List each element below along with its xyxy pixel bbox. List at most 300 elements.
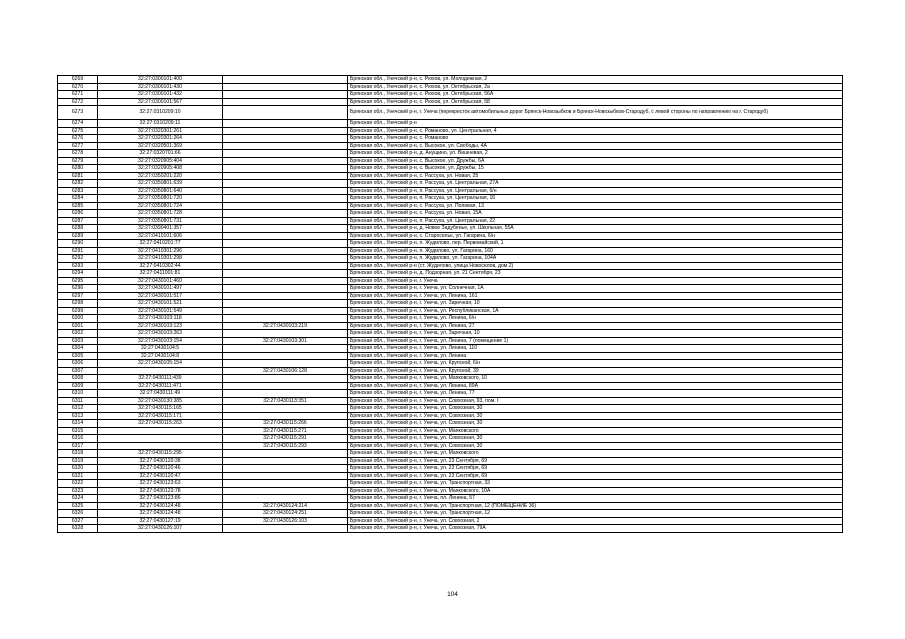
cell-cadastral-number-2 [223,142,348,150]
cell-address: Брянская обл., Унечский р-н, г. Унеча, ул. Совхозная, 93, пом. I [348,397,843,405]
table-row [58,427,843,435]
cell-record-number: 6285 [58,202,98,210]
table-row [58,98,843,106]
cell-cadastral-number: 32:27:0430124:48 [98,510,223,518]
cell-address: Брянская обл., Унечский р-н, с. Рюхов, ул. Октябрьская, 56А [348,91,843,99]
cell-address: Брянская обл., Унечский р-н, с. Высокое, ул. Дружбы, 6А [348,157,843,165]
cell-address: Брянская обл., Унечский р-н, с. Рюхов, ул. Молодежная, 2 [348,76,843,84]
cell-cadastral-number-2 [223,270,348,278]
cell-record-number: 6298 [58,300,98,308]
cell-record-number: 6305 [58,352,98,360]
cell-cadastral-number-2 [223,465,348,473]
cell-record-number: 6320 [58,465,98,473]
cell-cadastral-number: 32:27:0320301:264 [98,135,223,143]
cell-cadastral-number-2: 32:27:0430124:214 [223,502,348,510]
cell-cadastral-number-2 [223,390,348,398]
cell-record-number: 6308 [58,375,98,383]
cell-address: Брянская обл., Унечский р-н, г. Унеча, ул. 23 Сентября, 69 [348,457,843,465]
cell-cadastral-number: 32:27:0430101:460 [98,277,223,285]
cell-record-number: 6317 [58,442,98,450]
cell-record-number: 6312 [58,405,98,413]
table-row [58,76,843,84]
cell-cadastral-number-2: 32:27:0430106:128 [223,367,348,375]
table-row [58,217,843,225]
cell-record-number: 6326 [58,510,98,518]
cell-cadastral-number-2 [223,360,348,368]
table-row [58,435,843,443]
cell-record-number: 6318 [58,450,98,458]
cell-record-number: 6301 [58,322,98,330]
cell-record-number: 6313 [58,412,98,420]
table-row [58,210,843,218]
table-row [58,412,843,420]
cell-address: Брянская обл., Унечский р-н, г. Унеча, ул. Ленина, 7 (помещение 1) [348,337,843,345]
table-row [58,180,843,188]
cell-address: Брянская обл., Унечский р-н, г. Унеча, ул. Ленина, 161 [348,292,843,300]
cell-cadastral-number: 32:27:0411001:81 [98,270,223,278]
cell-cadastral-number: 32:27:0430103:154 [98,337,223,345]
table-row [58,300,843,308]
cell-cadastral-number: 32:27:0350201:220 [98,172,223,180]
cell-address: Брянская обл., Унечский р-н, г. Унеча, ул. Маяковского, 10А [348,487,843,495]
table-row [58,367,843,375]
cell-address: Брянская обл., Унечский р-н, г. Унеча, ул. Ленина, 89А [348,382,843,390]
cell-cadastral-number: 32:27:0310209:11 [98,120,223,128]
cell-cadastral-number-2 [223,217,348,225]
cell-cadastral-number-2: 32:27:0430103:219 [223,322,348,330]
cell-cadastral-number: 32:27:0320701:66 [98,150,223,158]
cell-record-number: 6290 [58,240,98,248]
cell-address: Брянская обл., Унечский р-н, г. Унеча, ул. Заречная, 10 [348,330,843,338]
cell-cadastral-number: 32:27:0430123:86 [98,495,223,503]
cell-address: Брянская обл., Унечский р-н, д. Анущино, ул. Вишневая, 2 [348,150,843,158]
table-row [58,270,843,278]
cell-cadastral-number-2 [223,240,348,248]
cell-record-number: 6325 [58,502,98,510]
cell-address: Брянская обл., Унечский р-н (ст. Жудилово, улица Новоселов, дом 2) [348,262,843,270]
cell-record-number: 6287 [58,217,98,225]
cell-address: Брянская обл., Унечский р-н, г. Унеча, ул. Солнечная, 1А [348,285,843,293]
cell-cadastral-number: 32:27:0430101:517 [98,292,223,300]
cell-address: Брянская обл., Унечский р-н, п. Жудилово, пер. Первомайский, 1 [348,240,843,248]
cell-cadastral-number: 32:27:0410301:298 [98,255,223,263]
cell-cadastral-number: 32:27:0430103:263 [98,330,223,338]
cell-cadastral-number: 32:27:0430126:107 [98,525,223,533]
cell-cadastral-number: 32:27:0430111:49 [98,390,223,398]
cell-record-number: 6291 [58,247,98,255]
cell-address: Брянская обл., Унечский р-н, г. Унеча, ул. Транспортная, 12 [348,510,843,518]
cell-record-number: 6281 [58,172,98,180]
cell-cadastral-number-2 [223,180,348,188]
cell-address: Брянская обл., Унечский р-н, с. Высокое, ул. Свободы, 4А [348,142,843,150]
table-row [58,91,843,99]
table-row [58,165,843,173]
table-row [58,315,843,323]
cell-cadastral-number: 32:27:0430120:46 [98,465,223,473]
cell-address: Брянская обл., Унечский р-н, г. Унеча, ул. 23 Сентября, 69 [348,465,843,473]
cell-address: Брянская обл., Унечский р-н, г. Унеча [348,277,843,285]
table-row [58,106,843,120]
cell-cadastral-number: 32:27:0350801:640 [98,187,223,195]
cell-address: Брянская обл., Унечский р-н, г. Унеча, ул. Ленина, 110 [348,345,843,353]
cell-cadastral-number: 32:27:0430101:497 [98,285,223,293]
cell-cadastral-number: 32:27:0430127:19 [98,517,223,525]
cell-cadastral-number-2: 32:27:0430124:251 [223,510,348,518]
cell-record-number: 6282 [58,180,98,188]
cell-record-number: 6280 [58,165,98,173]
cell-cadastral-number: 32:27:0320501:369 [98,142,223,150]
cell-cadastral-number-2 [223,262,348,270]
cell-record-number: 6323 [58,487,98,495]
table-row [58,465,843,473]
cell-cadastral-number: 32:27:0430101:549 [98,307,223,315]
cell-record-number: 6289 [58,232,98,240]
table-row [58,150,843,158]
cell-cadastral-number-2 [223,150,348,158]
cell-cadastral-number-2 [223,106,348,120]
cell-record-number: 6278 [58,150,98,158]
cell-address: Брянская обл., Унечский р-н, г. Унеча, ул. Маяковского, 10 [348,375,843,383]
cell-cadastral-number-2 [223,210,348,218]
cell-record-number: 6274 [58,120,98,128]
table-row [58,345,843,353]
table-row [58,285,843,293]
table-row [58,397,843,405]
cell-cadastral-number-2 [223,292,348,300]
cell-address: Брянская обл., Унечский р-н, г. Унеча, ул. Ленина, 27 [348,322,843,330]
cell-cadastral-number: 32:27:0430115:263 [98,420,223,428]
cell-record-number: 6311 [58,397,98,405]
cell-cadastral-number: 32:27:0430123:78 [98,487,223,495]
cell-cadastral-number-2 [223,120,348,128]
table-row [58,255,843,263]
cell-record-number: 6319 [58,457,98,465]
table-row [58,352,843,360]
cell-cadastral-number: 32:27:0410301:296 [98,247,223,255]
cell-cadastral-number-2 [223,172,348,180]
cell-cadastral-number: 32:27:0310209:10 [98,106,223,120]
cell-cadastral-number-2: 32:27:0430115:266 [223,420,348,428]
cell-cadastral-number-2 [223,187,348,195]
cell-cadastral-number-2 [223,457,348,465]
cell-cadastral-number: 32:27:0300101:432 [98,91,223,99]
cell-record-number: 6303 [58,337,98,345]
cell-address: Брянская обл., Унечский р-н, д. Новое Задубенье, ул. Школьная, 55А [348,225,843,233]
cell-cadastral-number: 32:27:0430120:38 [98,457,223,465]
cell-address: Брянская обл., Унечский р-н, г. Унеча, ул. Транспортная, 12 (ПОМЕЩЕНИЕ 36) [348,502,843,510]
cell-address: Брянская обл., Унечский р-н, с. Рассуха, ул. Новая, 15А [348,210,843,218]
table-row [58,202,843,210]
cell-cadastral-number-2 [223,135,348,143]
cell-cadastral-number-2 [223,225,348,233]
cell-address: Брянская обл., Унечский р-н, г. Унеча, пл. Ленина, 57 [348,495,843,503]
cell-cadastral-number: 32:27:0320905:404 [98,157,223,165]
cell-address: Брянская обл., Унечский р-н, с. Рассуха, ул. Новая, 25 [348,172,843,180]
cell-cadastral-number-2 [223,83,348,91]
table-row [58,480,843,488]
cell-cadastral-number: 32:27:0430103:123 [98,322,223,330]
cell-cadastral-number-2: 32:27:0430103:301 [223,337,348,345]
cell-record-number: 6300 [58,315,98,323]
cell-address: Брянская обл., Унечский р-н, с. Романово [348,135,843,143]
table-row [58,502,843,510]
cell-cadastral-number: 32:27:0430105:154 [98,360,223,368]
cell-record-number: 6309 [58,382,98,390]
cell-cadastral-number-2 [223,232,348,240]
cell-record-number: 6286 [58,210,98,218]
cell-cadastral-number-2 [223,157,348,165]
cell-cadastral-number: 32:27:0430104:5 [98,345,223,353]
cell-address: Брянская обл., Унечский р-н, г. Унеча, ул. Ленина, 77 [348,390,843,398]
cell-cadastral-number-2 [223,127,348,135]
cell-cadastral-number: 32:27:0410101:606 [98,232,223,240]
cell-cadastral-number-2 [223,330,348,338]
table-row [58,262,843,270]
cell-address: Брянская обл., Унечский р-н, с. Рюхов, ул. Октябрьская, 58 [348,98,843,106]
cell-address: Брянская обл., Унечский р-н, г. Унеча, ул. Совхозная, 30 [348,435,843,443]
cell-address: Брянская обл., Унечский р-н, с. Рюхов, ул. Октябрьская, 2а [348,83,843,91]
cell-cadastral-number [98,435,223,443]
table-row [58,525,843,533]
cell-cadastral-number: 32:27:0390401:357 [98,225,223,233]
cell-cadastral-number-2 [223,375,348,383]
cell-record-number: 6306 [58,360,98,368]
cell-cadastral-number: 32:27:0430101:521 [98,300,223,308]
table-row [58,360,843,368]
cell-address: Брянская обл., Унечский р-н, п. Жудилово, ул. Гагарина, 160 [348,247,843,255]
table-row [58,337,843,345]
cell-record-number: 6324 [58,495,98,503]
cell-record-number: 6279 [58,157,98,165]
cell-cadastral-number-2 [223,412,348,420]
cell-cadastral-number-2 [223,98,348,106]
cell-cadastral-number-2 [223,345,348,353]
registry-table [57,75,843,533]
cell-cadastral-number: 32:27:0430111:471 [98,382,223,390]
cell-cadastral-number: 32:27:0410302:44 [98,262,223,270]
table-row [58,187,843,195]
cell-record-number: 6294 [58,270,98,278]
cell-record-number: 6322 [58,480,98,488]
page-number: 104 [447,591,458,598]
cell-cadastral-number-2 [223,285,348,293]
cell-address: Брянская обл., Унечский р-н, г. Унеча, ул. Крупской, 39 [348,367,843,375]
cell-address: Брянская обл., Унечский р-н, г. Унеча, ул. Транспортная, 33 [348,480,843,488]
table-row [58,390,843,398]
cell-record-number: 6314 [58,420,98,428]
cell-record-number: 6302 [58,330,98,338]
cell-address: Брянская обл., Унечский р-н, г. Унеча, ул. Совхозная, 2 [348,517,843,525]
cell-record-number: 6293 [58,262,98,270]
table-row [58,195,843,203]
table-row [58,157,843,165]
cell-address: Брянская обл., Унечский р-н, г. Унеча, ул. Совхозная, 30 [348,405,843,413]
cell-cadastral-number: 32:27:0430103:118 [98,315,223,323]
table-row [58,495,843,503]
cell-cadastral-number: 32:27:0430115:171 [98,412,223,420]
cell-cadastral-number-2 [223,382,348,390]
cell-address: Брянская обл., Унечский р-н, с. Высокое, ул. Дружбы, 15 [348,165,843,173]
cell-cadastral-number-2 [223,307,348,315]
cell-cadastral-number-2 [223,202,348,210]
cell-address: Брянская обл., Унечский р-н, г. Унеча, ул. Заречная, 10 [348,300,843,308]
table-row [58,450,843,458]
table-row [58,375,843,383]
cell-address: Брянская обл., Унечский р-н, г. Унеча, ул. Совхозная, 30 [348,442,843,450]
cell-cadastral-number: 32:27:0320301:261 [98,127,223,135]
cell-cadastral-number: 32:27:0430130:385 [98,397,223,405]
cell-cadastral-number: 32:27:0430115:165 [98,405,223,413]
table-row [58,277,843,285]
cell-cadastral-number-2 [223,315,348,323]
cell-record-number: 6296 [58,285,98,293]
cell-address: Брянская обл., Унечский р-н, г. Унеча, ул. Маяковского [348,427,843,435]
table-row [58,292,843,300]
cell-address: Брянская обл., Унечский р-н, с. Романово, ул. Центральная, 4 [348,127,843,135]
cell-cadastral-number: 32:27:0410201:77 [98,240,223,248]
cell-cadastral-number-2 [223,472,348,480]
cell-record-number: 6304 [58,345,98,353]
cell-cadastral-number-2: 32:27:0430126:103 [223,517,348,525]
cell-cadastral-number: 32:27:0430123:63 [98,480,223,488]
table-row [58,127,843,135]
table-row [58,240,843,248]
cell-cadastral-number-2 [223,247,348,255]
cell-cadastral-number-2 [223,480,348,488]
cell-address: Брянская обл., Унечский р-н, с. Рассуха, ул. Полевая, 13 [348,202,843,210]
table-row [58,232,843,240]
cell-cadastral-number: 32:27:0350801:728 [98,210,223,218]
cell-cadastral-number-2 [223,487,348,495]
cell-record-number: 6276 [58,135,98,143]
cell-cadastral-number: 32:27:0350801:724 [98,202,223,210]
table-row [58,420,843,428]
cell-cadastral-number-2 [223,91,348,99]
cell-address: Брянская обл., Унечский р-н, п. Жудилово, ул. Гагарина, 104А [348,255,843,263]
table-row [58,382,843,390]
cell-record-number: 6272 [58,98,98,106]
cell-address: Брянская обл., Унечский р-н, г. Унеча, ул. Совхозная, 30 [348,420,843,428]
cell-address: Брянская обл., Унечский р-н [348,120,843,128]
table-row [58,247,843,255]
cell-cadastral-number: 32:27:0350801:720 [98,195,223,203]
cell-record-number: 6299 [58,307,98,315]
cell-record-number: 6292 [58,255,98,263]
cell-cadastral-number-2 [223,165,348,173]
cell-cadastral-number-2: 32:27:0430113:351 [223,397,348,405]
cell-record-number: 6310 [58,390,98,398]
table-row [58,307,843,315]
cell-cadastral-number-2 [223,76,348,84]
cell-address: Брянская обл., Унечский р-н, г. Унеча, ул. 23 Сентября, 69 [348,472,843,480]
cell-record-number: 6270 [58,83,98,91]
cell-record-number: 6328 [58,525,98,533]
cell-cadastral-number-2 [223,495,348,503]
cell-cadastral-number: 32:27:0430120:47 [98,472,223,480]
cell-record-number: 6277 [58,142,98,150]
cell-cadastral-number-2 [223,525,348,533]
cell-record-number: 6307 [58,367,98,375]
cell-address: Брянская обл., Унечский р-н, г. Унеча, ул. Республиканская, 1А [348,307,843,315]
cell-record-number: 6283 [58,187,98,195]
table-row [58,135,843,143]
cell-cadastral-number-2 [223,195,348,203]
table-row [58,172,843,180]
cell-cadastral-number: 32:27:0430115:295 [98,450,223,458]
cell-cadastral-number: 32:27:0430124:48 [98,502,223,510]
table-row [58,322,843,330]
cell-cadastral-number-2: 32:27:0430115:271 [223,427,348,435]
cell-cadastral-number-2 [223,352,348,360]
cell-record-number: 6316 [58,435,98,443]
registry-table-body [58,76,843,533]
cell-address: Брянская обл., Унечский р-н, г. Унеча, ул. Крупской, 6/н [348,360,843,368]
cell-cadastral-number-2: 32:27:0430115:291 [223,435,348,443]
document-sheet [57,75,842,533]
cell-cadastral-number: 32:27:0300101:400 [98,76,223,84]
table-row [58,517,843,525]
cell-cadastral-number-2 [223,405,348,413]
table-row [58,120,843,128]
cell-address: Брянская обл., Унечский р-н, г. Унеча (перекресток автомобильных дорог Брянск-Новозыбков и Брянск-Новозыбков-Стародуб, с левой стороны по направлению на г. Стародуб) [348,106,843,120]
cell-address: Брянская обл., Унечский р-н, г. Унеча, ул. Совхозная, 79А [348,525,843,533]
cell-record-number: 6315 [58,427,98,435]
table-row [58,83,843,91]
cell-record-number: 6327 [58,517,98,525]
table-row [58,487,843,495]
cell-cadastral-number: 32:27:0350801:639 [98,180,223,188]
cell-cadastral-number: 32:27:0300101:430 [98,83,223,91]
table-row [58,405,843,413]
table-row [58,330,843,338]
cell-cadastral-number: 32:27:0430104:8 [98,352,223,360]
cell-record-number: 6297 [58,292,98,300]
cell-cadastral-number-2 [223,450,348,458]
table-row [58,472,843,480]
cell-address: Брянская обл., Унечский р-н, п. Рассуха, ул. Центральная, 27А [348,180,843,188]
cell-cadastral-number: 32:27:0300101:567 [98,98,223,106]
cell-record-number: 6273 [58,106,98,120]
cell-address: Брянская обл., Унечский р-н, г. Унеча, ул. Ленина, 6/н [348,315,843,323]
cell-record-number: 6284 [58,195,98,203]
cell-record-number: 6271 [58,91,98,99]
cell-cadastral-number-2 [223,277,348,285]
cell-record-number: 6288 [58,225,98,233]
cell-record-number: 6321 [58,472,98,480]
cell-address: Брянская обл., Унечский р-н, д. Подзорная, ул. 21 Сентября, 23 [348,270,843,278]
cell-address: Брянская обл., Унечский р-н, г. Унеча, ул. Маяковского [348,450,843,458]
cell-address: Брянская обл., Унечский р-н, г. Унеча, ул. Совхозная, 30 [348,412,843,420]
table-row [58,442,843,450]
cell-record-number: 6275 [58,127,98,135]
cell-cadastral-number-2: 32:27:0430115:293 [223,442,348,450]
cell-cadastral-number: 32:27:0430111:439 [98,375,223,383]
cell-cadastral-number: 32:27:0350801:731 [98,217,223,225]
cell-address: Брянская обл., Унечский р-н, п. Рассуха, ул. Центральная, 6/н [348,187,843,195]
cell-address: Брянская обл., Унечский р-н, г. Унеча, ул. Ленина [348,352,843,360]
cell-address: Брянская обл., Унечский р-н, с. Старосельє, ул. Гагарина, 6/н [348,232,843,240]
table-row [58,225,843,233]
table-row [58,142,843,150]
cell-record-number: 6269 [58,76,98,84]
cell-cadastral-number: 32:27:0320905:408 [98,165,223,173]
cell-record-number: 6295 [58,277,98,285]
table-row [58,510,843,518]
cell-cadastral-number [98,367,223,375]
cell-cadastral-number [98,427,223,435]
cell-address: Брянская обл., Унечский р-н, п. Рассуха, ул. Центральная, 22 [348,217,843,225]
cell-cadastral-number [98,442,223,450]
